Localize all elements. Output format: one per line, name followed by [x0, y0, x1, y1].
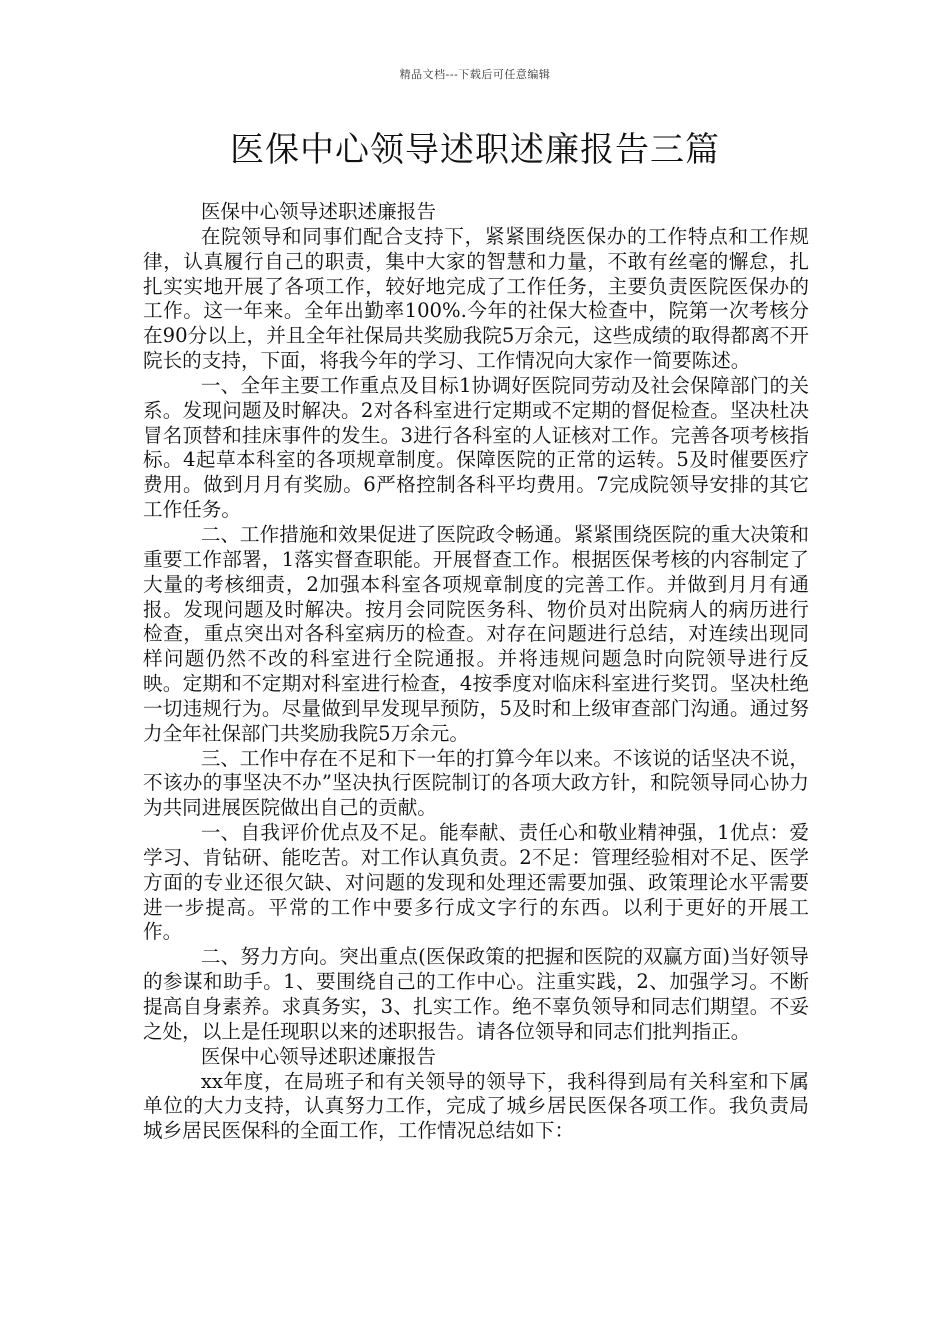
paragraph: 一、自我评价优点及不足。能奉献、责任心和敬业精神强，1优点：爱学习、肯钻研、能吃苦。对工作认真负责。2不足：管理经验相对不足、医学方面的专业还很欠缺、对问题的发现和处理还需要加强、政策理论水平需要进一步提高。平常的工作中要多行成文字行的东西。以利于更好的开展工作。 [143, 821, 809, 944]
paragraph: 二、工作措施和效果促进了医院政令畅通。紧紧围绕医院的重大决策和重要工作部署，1落实督查职能。开展督查工作。根据医保考核的内容制定了大量的考核细责，2加强本科室各项规章制度的完善工作。并做到月月有通报。发现问题及时解决。按月会同院医务科、物价员对出院病人的病历进行检查，重点突出对各科室病历的检查。对存在问题进行总结，对连续出现同样问题仍然不改的科室进行全院通报。并将违规问题急时向院领导进行反映。定期和不定期对科室进行检查，4按季度对临床科室进行奖罚。坚决杜绝一切违规行为。尽量做到早发现早预防，5及时和上级审查部门沟通。通过努力全年社保部门共奖励我院5万余元。 [143, 522, 809, 745]
page-header: 精品文档---下载后可任意编辑 [399, 68, 551, 81]
document-title: 医保中心领导述职述廉报告三篇 [230, 130, 720, 170]
document-body [143, 200, 809, 1144]
paragraph: 在院领导和同事们配合支持下，紧紧围绕医保办的工作特点和工作规律，认真履行自己的职责，集中大家的智慧和力量，不敢有丝毫的懈怠，扎扎实实地开展了各项工作，较好地完成了工作任务，主要负责医院医保办的工作。这一年来。全年出勤率100%.今年的社保大检查中，院第一次考核分在90分以上，并且全年社保局共奖励我院5万余元，这些成绩的取得都离不开院长的支持，下面，将我今年的学习、工作情况向大家作一简要陈述。 [143, 224, 809, 373]
section-heading: 医保中心领导述职述廉报告 [200, 1044, 436, 1068]
paragraph: 一、全年主要工作重点及目标1协调好医院同劳动及社会保障部门的关系。发现问题及时解决。2对各科室进行定期或不定期的督促检查。坚决杜决冒名顶替和挂床事件的发生。3进行各科室的人证核对工作。完善各项考核指标。4起草本科室的各项规章制度。保障医院的正常的运转。5及时催要医疗费用。做到月月有奖励。6严格控制各科平均费用。7完成院领导安排的其它工作任务。 [143, 373, 809, 522]
paragraph: xx年度，在局班子和有关领导的领导下，我科得到局有关科室和下属单位的大力支持，认真努力工作，完成了城乡居民医保各项工作。我负责局城乡居民医保科的全面工作，工作情况总结如下： [143, 1069, 809, 1143]
section-heading: 医保中心领导述职述廉报告 [200, 200, 436, 223]
paragraph: 二、努力方向。突出重点(医保政策的把握和医院的双赢方面)当好领导的参谋和助手。1、要围绕自己的工作中心。注重实践，2、加强学习。不断提高自身素养。求真务实，3、扎实工作。绝不辜负领导和同志们期望。不妥之处，以上是任现职以来的述职报告。请各位领导和同志们批判指正。 [143, 945, 809, 1043]
paragraph: 三、工作中存在不足和下一年的打算今年以来。不该说的话坚决不说，不该办的事坚决不办”坚决执行医院制订的各项大政方针，和院领导同心协力为共同进展医院做出自己的贡献。 [143, 746, 809, 820]
